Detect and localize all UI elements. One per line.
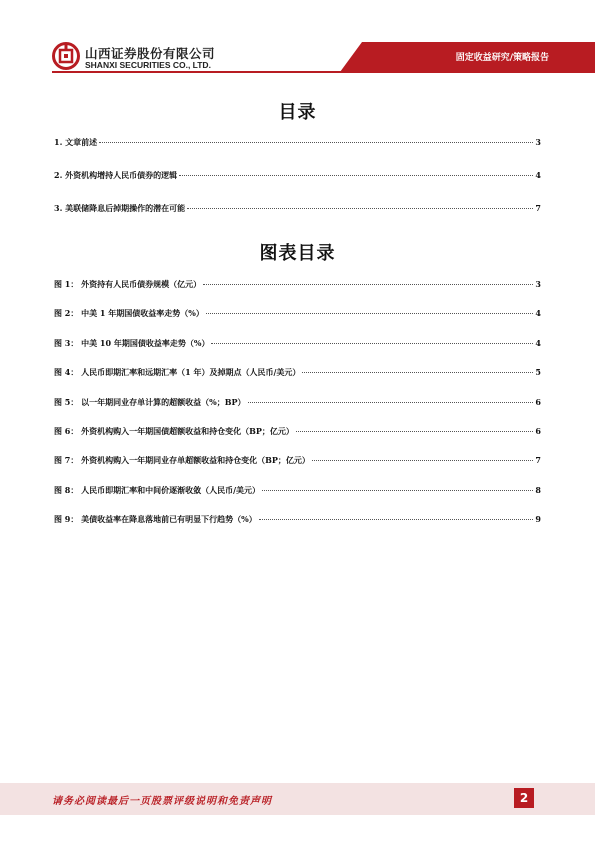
figure-entry-page: 6 (535, 425, 541, 436)
figure-entry[interactable] (54, 455, 541, 484)
toc-leader (302, 372, 533, 373)
toc-entry-page: 7 (535, 203, 541, 213)
figure-entry-label: 图 5： 以一年期同业存单计算的超额收益（%；BP） (54, 396, 246, 407)
toc-leader (206, 313, 534, 314)
toc-leader (259, 519, 534, 520)
toc-entry-page: 3 (535, 137, 541, 147)
figure-entry[interactable] (54, 485, 541, 514)
figure-entry[interactable] (54, 308, 541, 337)
page-number: 2 (514, 788, 534, 808)
figure-entry-page: 9 (535, 514, 541, 525)
figure-entry-page: 8 (535, 484, 541, 495)
figure-entry-page: 4 (535, 337, 541, 348)
figure-entry[interactable] (54, 426, 541, 455)
toc-leader (312, 460, 534, 461)
toc-leader (203, 284, 533, 285)
figures-list (54, 279, 541, 544)
figure-entry-page: 4 (535, 308, 541, 319)
toc-entry-page: 4 (535, 170, 541, 180)
toc-list (54, 137, 541, 236)
figure-entry-label: 图 7： 外资机构购入一年期同业存单超额收益和持仓变化（BP；亿元） (54, 455, 310, 466)
toc-leader (99, 142, 533, 143)
figure-entry[interactable] (54, 367, 541, 396)
figures-title: 图表目录 (259, 243, 336, 264)
figure-entry-label: 图 8： 人民币即期汇率和中间价逐渐收敛（人民币/美元） (54, 484, 261, 495)
figure-entry-page: 3 (535, 279, 541, 289)
toc-leader (296, 431, 534, 432)
toc-title: 目录 (278, 102, 317, 123)
footer-disclaimer: 请务必阅读最后一页股票评级说明和免责声明 (52, 796, 272, 807)
figure-entry-label: 图 1： 外资持有人民币债券规模（亿元） (54, 279, 202, 289)
figure-entry-page: 5 (535, 367, 541, 378)
toc-entry-label: 1. 文章前述 (54, 137, 98, 147)
figure-entry-label: 图 4： 人民币即期汇率和远期汇率（1 年）及掉期点（人民币/美元） (54, 367, 301, 378)
figure-entry-label: 图 2： 中美 1 年期国债收益率走势（%） (54, 308, 204, 319)
figure-entry-label: 图 3： 中美 10 年期国债收益率走势（%） (54, 337, 210, 348)
figure-entry-label: 图 6： 外资机构购入一年期国债超额收益和持仓变化（BP；亿元） (54, 425, 294, 436)
company-name-en: SHANXI SECURITIES CO., LTD. (85, 60, 211, 70)
toc-entry-label: 2. 外资机构增持人民币债券的逻辑 (54, 170, 178, 180)
figure-entry[interactable] (54, 514, 541, 543)
header-divider (52, 71, 595, 73)
figure-entry-page: 7 (535, 455, 541, 466)
figure-entry-page: 6 (535, 396, 541, 407)
page-header (0, 0, 595, 80)
toc-leader (179, 175, 533, 176)
toc-entry[interactable] (54, 137, 541, 170)
figure-entry-label: 图 9： 美债收益率在降息落地前已有明显下行趋势（%） (54, 514, 257, 525)
figure-entry[interactable] (54, 397, 541, 426)
toc-entry[interactable] (54, 170, 541, 203)
company-logo-icon (52, 42, 80, 70)
toc-leader (262, 490, 533, 491)
report-category: 固定收益研究/策略报告 (455, 53, 549, 63)
toc-leader (248, 402, 534, 403)
toc-leader (211, 343, 533, 344)
toc-entry-label: 3. 美联储降息后掉期操作的潜在可能 (54, 203, 186, 213)
figure-entry[interactable] (54, 279, 541, 308)
company-name-cn: 山西证券股份有限公司 (85, 46, 216, 61)
toc-leader (187, 208, 533, 209)
figure-entry[interactable] (54, 338, 541, 367)
toc-entry[interactable] (54, 203, 541, 236)
